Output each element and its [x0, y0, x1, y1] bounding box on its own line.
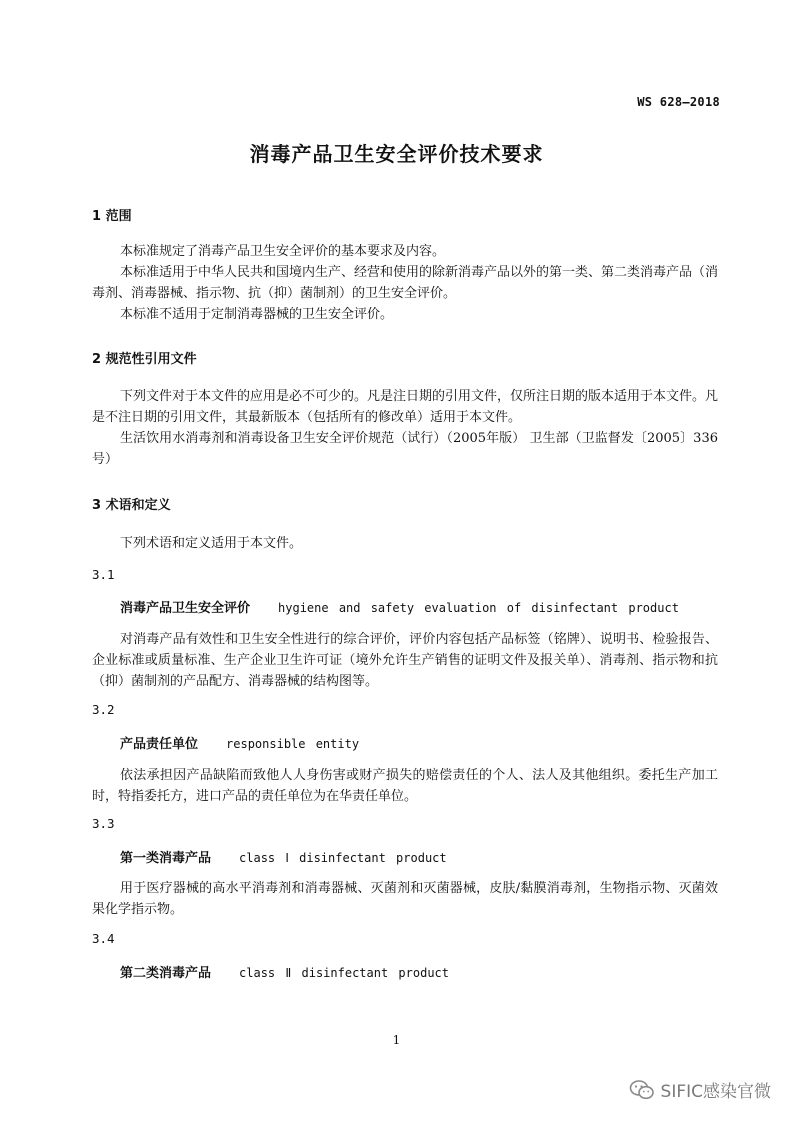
- references-paragraph-1: 下列文件对于本文件的应用是必不可少的。凡是注日期的引用文件，仅所注日期的版本适用于本文件。凡是不注日期的引用文件，其最新版本（包括所有的修改单）适用于本文件。: [92, 389, 719, 425]
- term-chinese-name: 第二类消毒产品: [120, 966, 212, 981]
- terms-intro-paragraph: 下列术语和定义适用于本文件。: [120, 536, 303, 551]
- term-number: 3.4: [92, 931, 115, 946]
- term-chinese-name: 第一类消毒产品: [120, 851, 212, 866]
- term-entry: [120, 847, 447, 866]
- term-number: 3.3: [92, 816, 115, 831]
- scope-paragraph-2: 本标准适用于中华人民共和国境内生产、经营和使用的除新消毒产品以外的第一类、第二类消毒产品（消毒剂、消毒器械、指示物、抗（抑）菌制剂）的卫生安全评价。: [92, 265, 719, 301]
- term-number: 3.2: [92, 702, 115, 717]
- term-entry: [120, 597, 679, 616]
- term-entry: [120, 962, 449, 981]
- term-chinese-name: 消毒产品卫生安全评价: [120, 601, 251, 616]
- watermark-text: SIFIC感染官微: [660, 1082, 771, 1102]
- term-english-name: hygiene and safety evaluation of disinfectant product: [278, 601, 679, 615]
- section-heading-terms-definitions: 3 术语和定义: [92, 498, 171, 513]
- document-title: 消毒产品卫生安全评价技术要求: [249, 142, 544, 166]
- term-english-name: class Ⅰ disinfectant product: [239, 851, 447, 865]
- section-heading-normative-references: 2 规范性引用文件: [92, 352, 197, 367]
- references-paragraph-2: 生活饮用水消毒剂和消毒设备卫生安全评价规范（试行）（2005年版） 卫生部（卫监督发〔2005〕336号）: [92, 431, 718, 467]
- page-number: 1: [392, 1033, 401, 1047]
- wechat-icon: [629, 1079, 655, 1101]
- standard-code: WS 628—2018: [637, 95, 720, 109]
- term-chinese-name: 产品责任单位: [120, 737, 199, 752]
- section-heading-scope: 1 范围: [92, 209, 132, 224]
- term-definition: 依法承担因产品缺陷而致他人人身伤害或财产损失的赔偿责任的个人、法人及其他组织。委托生产加工时，特指委托方，进口产品的责任单位为在华责任单位。: [92, 768, 718, 804]
- term-entry: [120, 733, 359, 752]
- term-definition: 对消毒产品有效性和卫生安全性进行的综合评价，评价内容包括产品标签（铭牌）、说明书、检验报告、企业标准或质量标准、生产企业卫生许可证（境外允许生产销售的证明文件及报关单）、消毒剂、指示物和抗（抑）菌制剂的产品配方、消毒器械的结构图等。: [92, 632, 718, 689]
- watermark: [629, 1077, 771, 1102]
- term-english-name: responsible entity: [226, 737, 360, 751]
- scope-paragraph-1: 本标准规定了消毒产品卫生安全评价的基本要求及内容。: [120, 244, 446, 259]
- term-english-name: class Ⅱ disinfectant product: [239, 966, 449, 980]
- term-definition: 用于医疗器械的高水平消毒剂和消毒器械、灭菌剂和灭菌器械，皮肤/黏膜消毒剂，生物指示物、灭菌效果化学指示物。: [92, 881, 718, 917]
- term-number: 3.1: [92, 567, 115, 582]
- scope-paragraph-3: 本标准不适用于定制消毒器械的卫生安全评价。: [120, 307, 394, 322]
